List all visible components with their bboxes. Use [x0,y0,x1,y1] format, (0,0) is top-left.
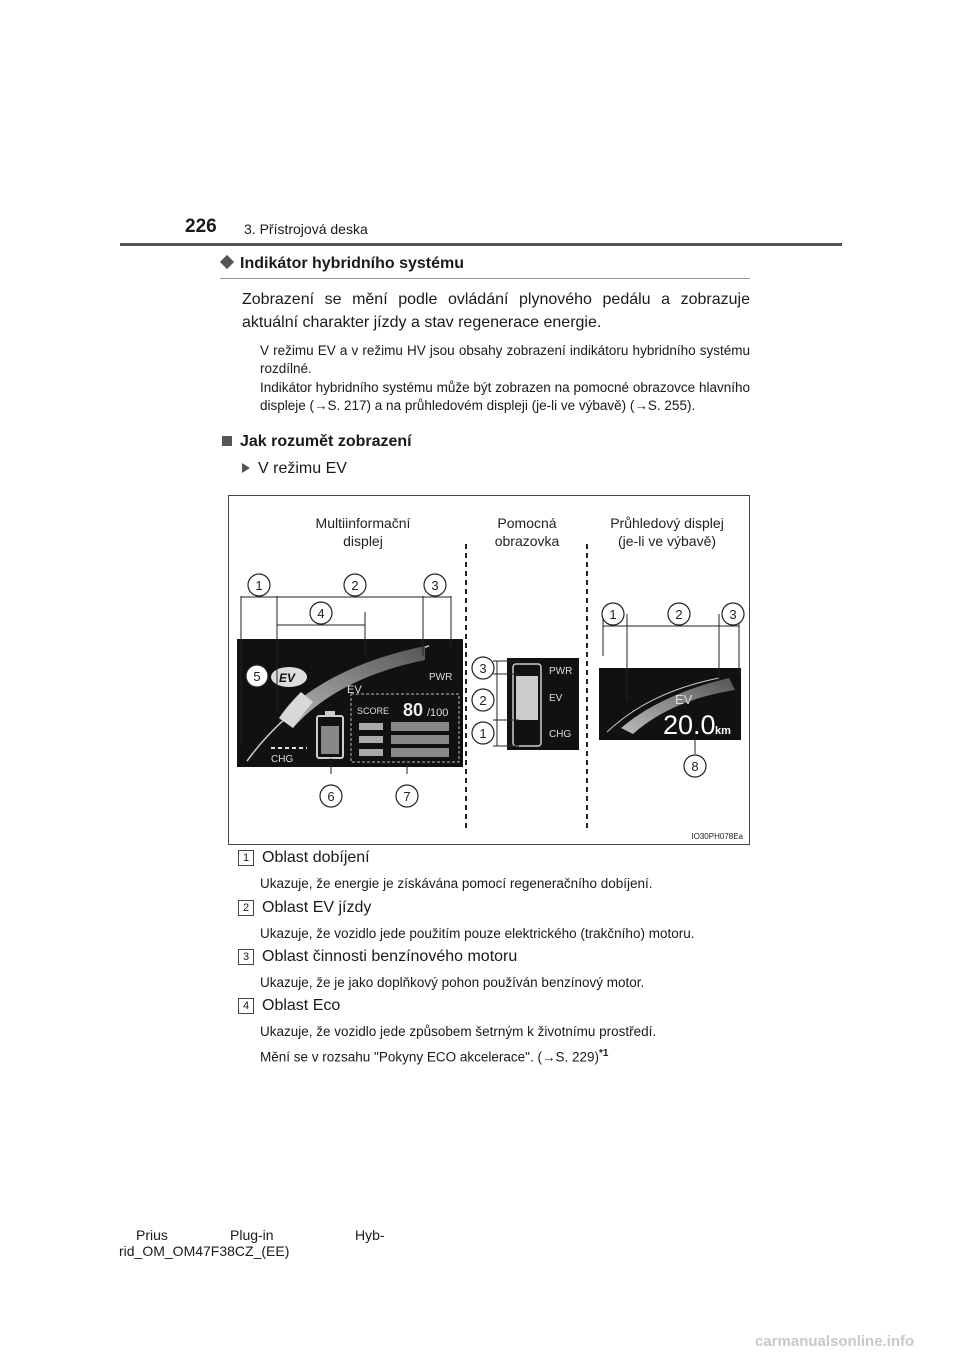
footer-line-1 [136,1227,385,1243]
item-3-title: Oblast činnosti benzínového motoru [262,948,518,965]
section-rule [220,278,750,279]
square-bullet-icon [222,436,232,446]
item-4-desc2 [260,1048,608,1065]
note-paragraph-1: V režimu EV a v režimu HV jsou obsahy zobrazení indikátoru hybridního systému rozdílné. [260,343,750,376]
note-paragraph-2: Indikátor hybridního systému může být zobrazen na pomocné obrazovce hlavního displeje (→S. 217) a na průhledovém displeji (je-li ve výbavě) (→S. 255). [260,380,750,413]
item-3-desc: Ukazuje, že je jako doplňkový pohon používán benzínový motor. [260,975,645,990]
subsection-heading [222,433,412,451]
svg-text:1: 1 [255,578,263,593]
item-4-title: Oblast Eco [262,997,341,1014]
item-4-footnote: *1 [598,1048,609,1059]
triangle-bullet-icon [242,463,250,473]
figure-illustration [229,496,749,844]
svg-text:3: 3 [479,661,487,676]
svg-text:1: 1 [609,607,617,622]
label-aux-line2: obrazovka [494,533,560,549]
multi-info-screen [237,639,463,767]
score-bars [359,722,449,757]
figure-code: IO30PH078Ea [691,832,743,841]
multi-pwr-label: PWR [429,672,453,683]
label-aux-line1: Pomocná [497,515,557,531]
svg-text:7: 7 [403,789,411,804]
item-2-number: 2 [238,900,254,916]
item-2-title: Oblast EV jízdy [262,899,372,916]
item-1-number: 1 [238,850,254,866]
item-3 [238,948,517,966]
multi-chg-label: CHG [271,754,294,765]
aux-pwr-label: PWR [549,666,573,677]
svg-text:8: 8 [691,759,699,774]
ev-badge-text: EV [279,671,296,685]
item-4-number: 4 [238,998,254,1014]
section-title: Indikátor hybridního systému [240,255,465,272]
header-rule [120,243,842,246]
aux-ev-label: EV [549,693,563,704]
score-max: /100 [427,707,449,719]
hud-value: 20.0 [663,710,716,740]
svg-text:3: 3 [431,578,439,593]
label-multi-line2: displej [343,533,383,549]
svg-text:6: 6 [327,789,335,804]
svg-text:1: 1 [479,726,487,741]
svg-text:5: 5 [253,669,261,684]
page-number: 226 [185,216,217,237]
item-4-desc: Ukazuje, že vozidlo jede způsobem šetrným k životnímu prostředí. [260,1024,657,1039]
item-3-number: 3 [238,949,254,965]
item-1-desc: Ukazuje, že energie je získávána pomocí regeneračního dobíjení. [260,876,653,891]
svg-text:3: 3 [729,607,737,622]
mode-title: V režimu EV [258,460,347,477]
svg-text:2: 2 [479,693,487,708]
hybrid-indicator-figure [228,495,750,845]
item-2 [238,899,371,917]
diamond-bullet-icon [220,255,234,269]
subsection-title: Jak rozumět zobrazení [240,433,412,450]
svg-text:4: 4 [317,606,325,621]
chapter-title: 3. Přístrojová deska [244,221,368,237]
item-1 [238,849,370,867]
item-1-title: Oblast dobíjení [262,849,370,866]
footer-model: Prius [136,1227,168,1243]
item-4-desc2-text: Mění se v rozsahu "Pokyny ECO akcelerace". (→S. 229) [260,1049,599,1065]
item-2-desc: Ukazuje, že vozidlo jede použitím pouze elektrického (trakčního) motoru. [260,926,695,941]
hud-ev-label: EV [675,692,693,707]
item-4 [238,997,340,1015]
footer-type: Hyb- [355,1227,385,1243]
label-multi-line1: Multiinformační [315,515,411,531]
footer-variant: Plug-in [230,1227,274,1243]
footer-line-2: rid_OM_OM47F38CZ_(EE) [119,1243,290,1259]
score-label: SCORE [357,706,390,716]
section-heading [222,255,464,273]
intro-paragraph: Zobrazení se mění podle ovládání plynového pedálu a zobrazuje aktuální charakter jízdy a stav regenerace energie. [242,291,750,331]
multi-ev-label: EV [347,684,362,696]
score-value: 80 [403,700,424,720]
svg-text:2: 2 [351,578,359,593]
mode-heading [242,460,347,478]
label-hud-line1: Průhledový displej [610,515,724,531]
hud-unit: km [715,725,731,737]
svg-text:2: 2 [675,607,683,622]
watermark: carmanualsonline.info [755,1333,915,1350]
aux-chg-label: CHG [549,729,572,740]
label-hud-line2: (je-li ve výbavě) [617,533,717,549]
